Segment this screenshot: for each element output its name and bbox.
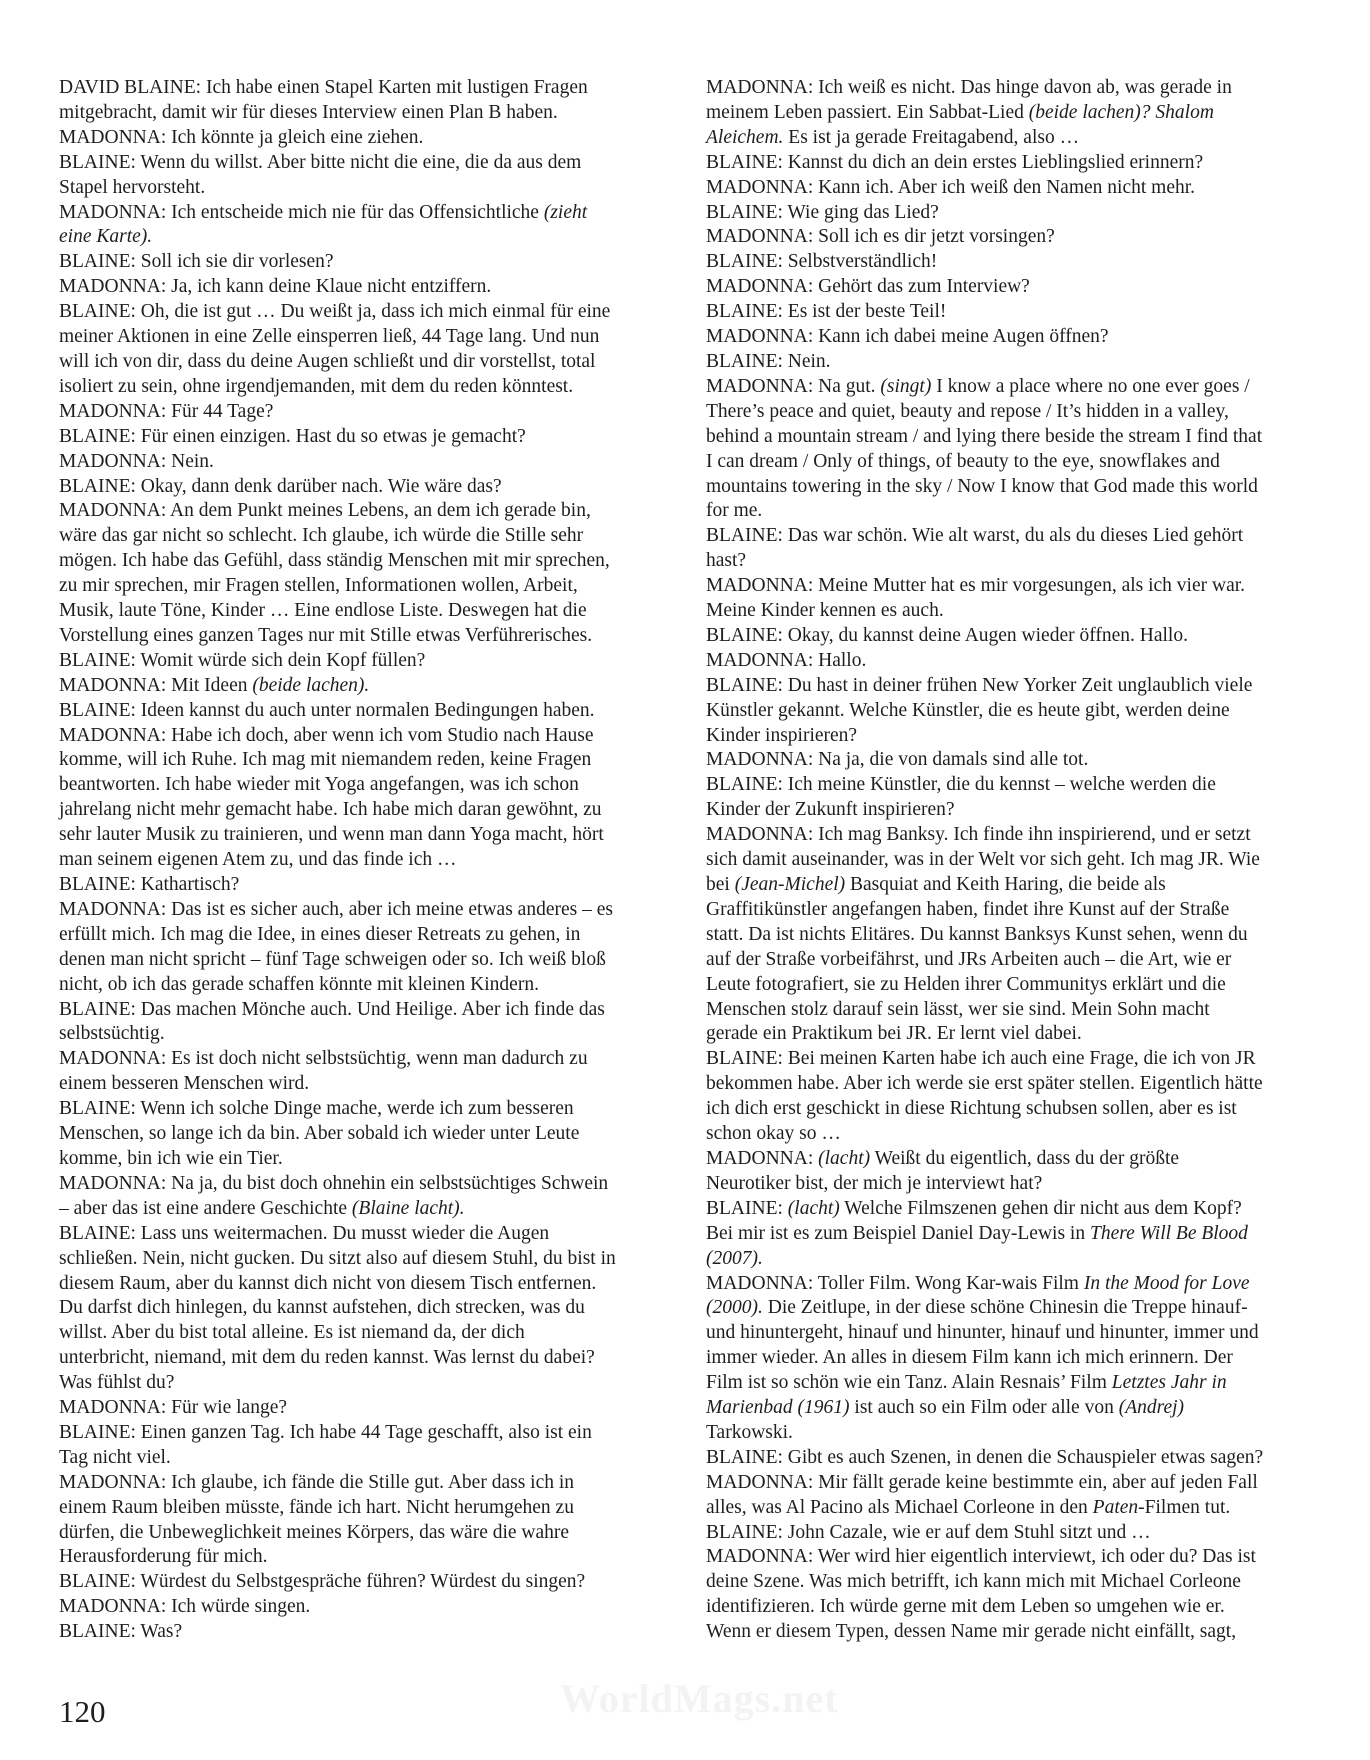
interview-paragraph — [706, 674, 1266, 749]
interview-paragraph — [59, 1471, 619, 1571]
dialogue-text: Welche Filmszenen gehen dir nicht aus dem Kopf? Bei mir ist es zum Beispiel Daniel Day-Lewis in — [706, 1197, 1242, 1244]
interview-paragraph — [706, 275, 1266, 300]
interview-paragraph — [59, 1620, 619, 1645]
interview-paragraph — [59, 126, 619, 151]
interview-paragraph — [706, 1197, 1266, 1272]
dialogue-text: Es ist ja gerade Freitagabend, also … — [783, 126, 1080, 148]
interview-paragraph — [59, 1396, 619, 1421]
interview-paragraph — [706, 1047, 1266, 1147]
dialogue-text: BLAINE: Das machen Mönche auch. Und Heilige. Aber ich finde das selbstsüchtig. — [59, 998, 605, 1045]
interview-paragraph — [59, 1570, 619, 1595]
interview-paragraph — [706, 524, 1266, 574]
dialogue-text: BLAINE: Soll ich sie dir vorlesen? — [59, 251, 334, 273]
interview-paragraph — [59, 499, 619, 648]
italic-aside: (Blaine lacht). — [351, 1197, 465, 1219]
dialogue-text: ist auch so ein Film oder alle von — [849, 1397, 1119, 1419]
dialogue-text: Tarkowski. — [706, 1421, 793, 1443]
dialogue-text: MADONNA: Für 44 Tage? — [59, 400, 274, 422]
dialogue-text: -Filmen tut. — [1138, 1496, 1231, 1518]
dialogue-text: MADONNA: Ja, ich kann deine Klaue nicht entziffern. — [59, 276, 492, 298]
dialogue-text: MADONNA: Für wie lange? — [59, 1397, 288, 1419]
dialogue-text: BLAINE: Lass uns weitermachen. Du musst wieder die Augen schließen. Nein, nicht gucken. Du sitzt also auf diesem Stuhl, du bist in diesem Raum, aber du kannst dich nicht von diesem Tisch entfernen. Du darfst dich hinlegen, du kannst aufstehen, dich strecken, was du willst. Aber du bist total alleine. Es ist niemand da, der dich unterbricht, niemand, mit dem du reden kannst. Was lernst du dabei? Was fühlst du? — [59, 1222, 616, 1394]
dialogue-text: BLAINE: Oh, die ist gut … Du weißt ja, dass ich mich einmal für eine meiner Aktionen in eine Zelle einsperren ließ, 44 Tage lang. Und nun will ich von dir, dass du deine Augen schließt und dir vorstellst, total isoliert zu sein, ohne irgendjemanden, mit dem du reden könntest. — [59, 301, 611, 397]
interview-paragraph — [59, 998, 619, 1048]
dialogue-text: Basquiat and Keith Haring, die beide als Graffitikünstler angefangen haben, findet ihre Kunst auf der Straße statt. Da ist nichts Elitäres. Du kannst Banksys Kunst sehen, wenn du auf der Straße vorbeifährst, und JRs Arbeiten auch – die Art, wie er Leute fotografiert, sie zu Helden ihrer Communitys erklärt und die Menschen stolz darauf sein lässt, wer sie sind. Mein Sohn macht gerade ein Praktikum bei JR. Er lernt viel dabei. — [706, 874, 1248, 1045]
italic-aside: In the Mood for Love (2000). — [706, 1272, 1250, 1319]
dialogue-text: BLAINE: Womit würde sich dein Kopf füllen? — [59, 649, 426, 671]
interview-paragraph — [706, 624, 1266, 649]
dialogue-text: BLAINE: Bei meinen Karten habe ich auch eine Frage, die ich von JR bekommen habe. Aber ich werde sie erst später stellen. Eigentlich hätte ich dich erst geschickt in diese Richtung schubsen sollen, aber es ist schon okay so … — [706, 1048, 1263, 1145]
italic-aside: (Jean-Michel) — [734, 874, 846, 895]
italic-aside: (beide lachen)? Shalom Aleichem. — [706, 101, 1214, 148]
dialogue-text: MADONNA: Nein. — [59, 450, 214, 472]
interview-paragraph — [706, 250, 1266, 275]
interview-paragraph — [706, 823, 1266, 1047]
dialogue-text: MADONNA: Soll ich es dir jetzt vorsingen? — [706, 226, 1055, 248]
dialogue-text: MADONNA: Na gut. — [706, 375, 881, 397]
dialogue-text: MADONNA: Das ist es sicher auch, aber ich meine etwas anderes – es erfüllt mich. Ich mag die Idee, in eines dieser Retreats zu gehen, in denen man nicht spricht – fünf Tage schweigen oder so. Ich weiß bloß nicht, ob ich das gerade schaffen könnte mit kleinen Kindern. — [59, 898, 613, 995]
interview-paragraph — [706, 300, 1266, 325]
dialogue-text: BLAINE: Einen ganzen Tag. Ich habe 44 Tage geschafft, also ist ein Tag nicht viel. — [59, 1421, 592, 1468]
interview-paragraph — [59, 1047, 619, 1097]
interview-paragraph — [706, 325, 1266, 350]
dialogue-text: BLAINE: Wie ging das Lied? — [706, 201, 939, 223]
dialogue-text: BLAINE: Wenn ich solche Dinge mache, werde ich zum besseren Menschen, so lange ich da bin. Aber sobald ich wieder unter Leute komme, bin ich wie ein Tier. — [59, 1098, 580, 1169]
dialogue-text: BLAINE: John Cazale, wie er auf dem Stuhl sitzt und … — [706, 1521, 1151, 1543]
dialogue-text: MADONNA: — [706, 1147, 819, 1169]
interview-paragraph — [59, 450, 619, 475]
interview-paragraph — [706, 201, 1266, 226]
interview-paragraph — [706, 350, 1266, 375]
interview-paragraph — [59, 898, 619, 998]
interview-paragraph — [706, 1446, 1266, 1471]
dialogue-text: MADONNA: Gehört das zum Interview? — [706, 276, 1030, 298]
interview-paragraph — [706, 1521, 1266, 1546]
interview-paragraph — [706, 151, 1266, 176]
dialogue-text: MADONNA: Toller Film. Wong Kar-wais Film — [706, 1272, 1084, 1294]
interview-paragraph — [706, 225, 1266, 250]
interview-column-left — [59, 76, 619, 1645]
dialogue-text: MADONNA: Ich könnte ja gleich eine ziehen. — [59, 126, 424, 148]
interview-paragraph — [706, 375, 1266, 524]
dialogue-text: BLAINE: Das war schön. Wie alt warst, du als du dieses Lied gehört hast? — [706, 525, 1244, 572]
interview-paragraph — [59, 699, 619, 724]
dialogue-text: DAVID BLAINE: Ich habe einen Stapel Karten mit lustigen Fragen mitgebracht, damit wir für dieses Interview einen Plan B haben. — [59, 77, 588, 123]
italic-aside: Letztes Jahr in Marienbad (1961) — [706, 1372, 1227, 1419]
dialogue-text: MADONNA: Na ja, du bist doch ohnehin ein selbstsüchtiges Schwein – aber das ist eine andere Geschichte — [59, 1172, 609, 1219]
dialogue-text: BLAINE: Du hast in deiner frühen New Yorker Zeit unglaublich viele Künstler gekannt. Welche Künstler, die es heute gibt, werden deine Kinder inspirieren? — [706, 674, 1253, 746]
interview-paragraph — [59, 1172, 619, 1222]
page-number: 120 — [59, 1694, 106, 1729]
interview-paragraph — [59, 674, 619, 699]
dialogue-text: BLAINE: Kathartisch? — [59, 874, 240, 895]
italic-aside: (Andrej) — [1118, 1397, 1185, 1419]
interview-paragraph — [706, 649, 1266, 674]
dialogue-text: MADONNA: Habe ich doch, aber wenn ich vom Studio nach Hause komme, will ich Ruhe. Ich mag mit niemandem reden, keine Fragen beantworten. Ich habe wieder mit Yoga angefangen, was ich schon jahrelang nicht mehr gemacht habe. Ich habe mich daran gewöhnt, zu sehr lauter Musik zu trainieren, und wenn man dann Yoga macht, hört man seinem eigenen Atem zu, und das finde ich … — [59, 724, 604, 871]
dialogue-text: MADONNA: Ich entscheide mich nie für das Offensichtliche — [59, 201, 544, 223]
interview-paragraph — [706, 1272, 1266, 1446]
interview-paragraph — [59, 1097, 619, 1172]
interview-paragraph — [59, 425, 619, 450]
dialogue-text: BLAINE: Okay, dann denk darüber nach. Wie wäre das? — [59, 475, 502, 497]
dialogue-text: MADONNA: Mir fällt gerade keine bestimmte ein, aber auf jeden Fall alles, was Al Pacino als Michael Corleone in den — [706, 1471, 1258, 1518]
dialogue-text: I know a place where no one ever goes / There’s peace and quiet, beauty and repose / It’s hidden in a valley, behind a mountain stream / and lying there beside the stream I find that I can dream / Only of things, of beauty to the eye, snowflakes and mountains towering in the sky / Now I know that God made this world for me. — [706, 375, 1263, 522]
interview-paragraph — [706, 574, 1266, 624]
interview-paragraph — [59, 250, 619, 275]
watermark-text: WorldMags.net — [560, 1676, 839, 1721]
interview-paragraph — [706, 176, 1266, 201]
interview-paragraph — [59, 275, 619, 300]
dialogue-text: Weißt du eigentlich, dass du der größte Neurotiker bist, der mich je interviewt hat? — [706, 1147, 1180, 1194]
dialogue-text: MADONNA: Wer wird hier eigentlich interviewt, ich oder du? Das ist deine Szene. Was mich betrifft, ich kann mich mit Michael Corleone identifizieren. Ich würde gerne mit dem Leben so umgehen wie er. Wenn er diesem Typen, dessen Name mir gerade nicht einfällt, sagt, — [706, 1546, 1256, 1643]
dialogue-text: BLAINE: Für einen einzigen. Hast du so etwas je gemacht? — [59, 425, 526, 447]
interview-paragraph — [59, 400, 619, 425]
dialogue-text: BLAINE: Kannst du dich an dein erstes Lieblingslied erinnern? — [706, 151, 1204, 173]
italic-aside: (singt) — [880, 375, 932, 397]
interview-paragraph — [59, 873, 619, 898]
dialogue-text: MADONNA: Na ja, die von damals sind alle tot. — [706, 749, 1089, 771]
dialogue-text: BLAINE: Es ist der beste Teil! — [706, 301, 947, 323]
italic-aside: (lacht) — [787, 1197, 840, 1219]
dialogue-text: BLAINE: Ideen kannst du auch unter normalen Bedingungen haben. — [59, 699, 595, 721]
dialogue-text: BLAINE: Ich meine Künstler, die du kennst – welche werden die Kinder der Zukunft inspirieren? — [706, 774, 1216, 821]
dialogue-text: BLAINE: — [706, 1197, 788, 1219]
interview-paragraph — [59, 475, 619, 500]
dialogue-text: BLAINE: Wenn du willst. Aber bitte nicht die eine, die da aus dem Stapel hervorsteht. — [59, 151, 582, 198]
dialogue-text: MADONNA: Kann ich. Aber ich weiß den Namen nicht mehr. — [706, 176, 1196, 198]
dialogue-text: BLAINE: Selbstverständlich! — [706, 251, 938, 273]
interview-paragraph — [706, 1147, 1266, 1197]
interview-paragraph — [706, 1545, 1266, 1645]
dialogue-text: BLAINE: Was? — [59, 1621, 183, 1643]
dialogue-text: MADONNA: Ich weiß es nicht. Das hinge davon ab, was gerade in meinem Leben passiert. Ein Sabbat-Lied — [706, 77, 1232, 123]
dialogue-text: MADONNA: Ich glaube, ich fände die Stille gut. Aber dass ich in einem Raum bleiben müsste, fände ich hart. Nicht herumgehen zu dürfen, die Unbeweglichkeit meines Körpers, das wäre die wahre Herausforderung für mich. — [59, 1471, 575, 1568]
dialogue-text: BLAINE: Gibt es auch Szenen, in denen die Schauspieler etwas sagen? — [706, 1446, 1264, 1468]
interview-paragraph — [706, 773, 1266, 823]
dialogue-text: MADONNA: Es ist doch nicht selbstsüchtig, wenn man dadurch zu einem besseren Menschen wird. — [59, 1048, 588, 1095]
interview-paragraph — [59, 724, 619, 873]
italic-aside: Paten — [1092, 1496, 1139, 1518]
dialogue-text: MADONNA: Mit Ideen — [59, 674, 253, 696]
interview-paragraph — [59, 300, 619, 400]
dialogue-text: MADONNA: Hallo. — [706, 649, 867, 671]
dialogue-text: BLAINE: Würdest du Selbstgespräche führen? Würdest du singen? — [59, 1571, 586, 1593]
dialogue-text: BLAINE: Okay, du kannst deine Augen wieder öffnen. Hallo. — [706, 624, 1188, 646]
interview-paragraph — [59, 151, 619, 201]
dialogue-text: Die Zeitlupe, in der diese schöne Chinesin die Treppe hinauf- und hinuntergeht, hinauf und hinunter, hinauf und hinunter, immer und immer wieder. An alles in diesem Film kann ich mich erinnern. Der Film ist so schön wie ein Tanz. Alain Resnais’ Film — [706, 1297, 1259, 1394]
italic-aside: (lacht) — [818, 1147, 871, 1169]
interview-paragraph — [59, 1421, 619, 1471]
dialogue-text: BLAINE: Nein. — [706, 350, 831, 372]
dialogue-text: MADONNA: Ich würde singen. — [59, 1596, 311, 1618]
dialogue-text: MADONNA: Ich mag Banksy. Ich finde ihn inspirierend, und er setzt sich damit auseinander, was in der Welt vor sich geht. Ich mag JR. Wie bei — [706, 824, 1260, 895]
interview-paragraph — [59, 76, 619, 126]
interview-column-right — [706, 76, 1266, 1645]
interview-paragraph — [706, 76, 1266, 151]
interview-paragraph — [706, 748, 1266, 773]
italic-aside: There Will Be Blood (2007). — [706, 1222, 1248, 1269]
italic-aside: (zieht eine Karte). — [59, 201, 588, 248]
interview-paragraph — [706, 1471, 1266, 1521]
interview-paragraph — [59, 201, 619, 251]
dialogue-text: MADONNA: Meine Mutter hat es mir vorgesungen, als ich vier war. Meine Kinder kennen es auch. — [706, 575, 1246, 622]
italic-aside: (beide lachen). — [252, 674, 370, 696]
interview-paragraph — [59, 1222, 619, 1396]
dialogue-text: MADONNA: Kann ich dabei meine Augen öffnen? — [706, 326, 1109, 348]
dialogue-text: MADONNA: An dem Punkt meines Lebens, an dem ich gerade bin, wäre das gar nicht so schlecht. Ich glaube, ich würde die Stille sehr mögen. Ich habe das Gefühl, dass ständig Menschen mit mir sprechen, zu mir sprechen, mir Fragen stellen, Informationen wollen, Arbeit, Musik, laute Töne, Kinder … Eine endlose Liste. Deswegen hat die Vorstellung eines ganzen Tages nur mit Stille etwas Verführerisches. — [59, 500, 610, 646]
interview-paragraph — [59, 1595, 619, 1620]
interview-paragraph — [59, 649, 619, 674]
